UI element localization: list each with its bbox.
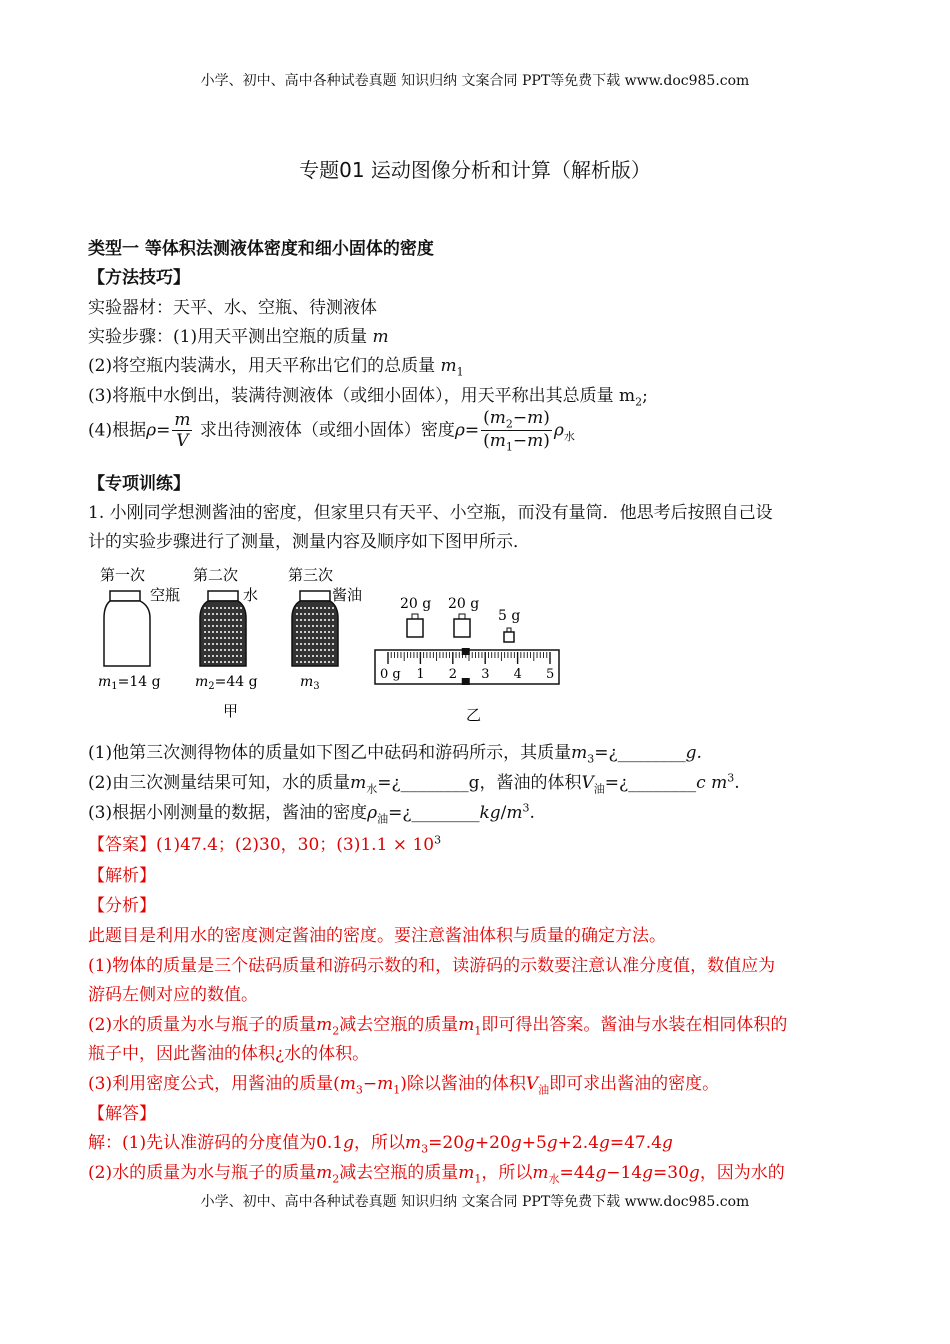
question-1-part-2: (2)由三次测量结果可知，水的质量$m_水=¿\_\_\_\_\_\_\_\_g$，酱油的体积$V_油=¿\_\_\_\_\_\_\_\_c$ $m^3$. — [88, 771, 740, 796]
step-4: (4)根据ρ= $\frac{m}{V}$ 求出待测液体（或细小固体）密度ρ= $\frac{(m_2-m)}{(m_1-m)}$ $\rho_水$ — [88, 408, 575, 454]
type-heading: 类型一 等体积法测液体密度和细小固体的密度 — [88, 239, 434, 259]
fig-bottle-1-name: 空瓶 — [150, 586, 181, 604]
question-1-line-2: 计的实验步骤进行了测量，测量内容及顺序如下图甲所示． — [88, 532, 530, 552]
mass-1-label: $m_1=14$ g — [98, 674, 161, 692]
fig-bottle-2-name: 水 — [243, 586, 259, 604]
fig-label-3: 第三次 — [288, 566, 334, 584]
page-footer: 小学、初中、高中各种试卷真题 知识归纳 文案合同 PPT等免费下载 www.doc985.com — [200, 1194, 750, 1210]
analysis-3: (2)水的质量为水与瓶子的质量$m_2$减去空瓶的质量$m_1$即可得出答案。酱油与水装在相同体积的 — [88, 1015, 788, 1038]
analysis-2a: (1)物体的质量是三个砝码质量和游码示数的和，读游码的示数要注意认准分度值，数值应为 — [88, 956, 776, 976]
page-header: 小学、初中、高中各种试卷真题 知识归纳 文案合同 PPT等免费下载 www.doc985.com — [200, 73, 750, 89]
caption-jia: 甲 — [223, 702, 239, 720]
scale-tick-label: 4 — [513, 667, 522, 682]
rider-top — [462, 648, 470, 655]
method-tag: 【方法技巧】 — [88, 268, 190, 288]
answer-line: 【答案】(1)47.4；(2)30，30；$(3)1.1 \times 10^3$ — [88, 833, 442, 855]
solution-1: 解：(1)先认准游码的分度值为0.1g，所以$m_3=20g+20g+5g+2.4g=47.4g$ — [88, 1133, 673, 1156]
scale-tick-label: 2 — [448, 667, 458, 682]
solution-2: (2)水的质量为水与瓶子的质量$m_2$减去空瓶的质量$m_1$，所以$m_水=44g-14g=30g$，因为水的 — [88, 1163, 785, 1186]
step-1: 实验步骤：(1)用天平测出空瓶的质量 m — [88, 327, 389, 347]
analysis-4: 瓶子中，因此酱油的体积¿水的体积。 — [88, 1044, 370, 1064]
weight-20g-a — [407, 614, 423, 637]
train-tag: 【专项训练】 — [88, 474, 190, 494]
scale-tick-label: 0 g — [380, 667, 401, 682]
experiment-figure — [90, 558, 570, 728]
fenxi-tag: 【分析】 — [88, 896, 156, 916]
equipment-line: 实验器材：天平、水、空瓶、待测液体 — [88, 298, 377, 318]
caption-yi: 乙 — [466, 706, 482, 724]
fig-label-1: 第一次 — [100, 566, 146, 584]
fig-bottle-3-name: 酱油 — [332, 586, 363, 604]
scale-tick-label: 3 — [481, 667, 490, 682]
fig-label-2: 第二次 — [193, 566, 239, 584]
step-2: (2)将空瓶内装满水，用天平称出它们的总质量 $m_1$ — [88, 356, 464, 379]
soy-bottle — [292, 591, 338, 666]
mass-3-label: $m_3$ — [300, 674, 320, 692]
jieda-tag: 【解答】 — [88, 1104, 156, 1124]
scale-tick-label: 5 — [546, 667, 555, 682]
page-title: 专题01 运动图像分析和计算（解析版） — [299, 158, 651, 182]
analysis-2b: 游码左侧对应的数值。 — [88, 985, 258, 1005]
step-3: (3)将瓶中水倒出，装满待测液体（或细小固体），用天平称出其总质量 $m_2$; — [88, 386, 648, 409]
scale-tick-label: 1 — [416, 667, 425, 682]
mass-2-label: $m_2=44$ g — [195, 674, 258, 692]
analysis-1: 此题目是利用水的密度测定酱油的密度。要注意酱油体积与质量的确定方法。 — [88, 926, 666, 946]
empty-bottle — [104, 591, 150, 666]
question-1-part-1: (1)他第三次测得物体的质量如下图乙中砝码和游码所示，其质量$m_3=¿\_\_\_\_\_\_\_\_g$. — [88, 743, 702, 766]
water-bottle — [200, 591, 246, 666]
analysis-5: (3)利用密度公式，用酱油的质量$(m_3-m_1)$除以酱油的体积$V_油$即可求出酱油的密度。 — [88, 1074, 720, 1097]
jiexi-tag: 【解析】 — [88, 866, 156, 886]
weight-20g-b — [454, 614, 470, 637]
weight-1-label: 20 g — [400, 596, 432, 612]
weight-3-label: 5 g — [498, 608, 521, 624]
rider-bottom — [462, 678, 470, 685]
weight-2-label: 20 g — [448, 596, 480, 612]
question-1-part-3: (3)根据小刚测量的数据，酱油的密度$\rho_油=¿\_\_\_\_\_\_\_\_kg/m^3$. — [88, 801, 535, 826]
rider-scale — [375, 648, 559, 685]
question-1-line-1: 1. 小刚同学想测酱油的密度，但家里只有天平、小空瓶，而没有量筒．他思考后按照自己设 — [88, 503, 773, 523]
weight-5g — [504, 628, 514, 642]
